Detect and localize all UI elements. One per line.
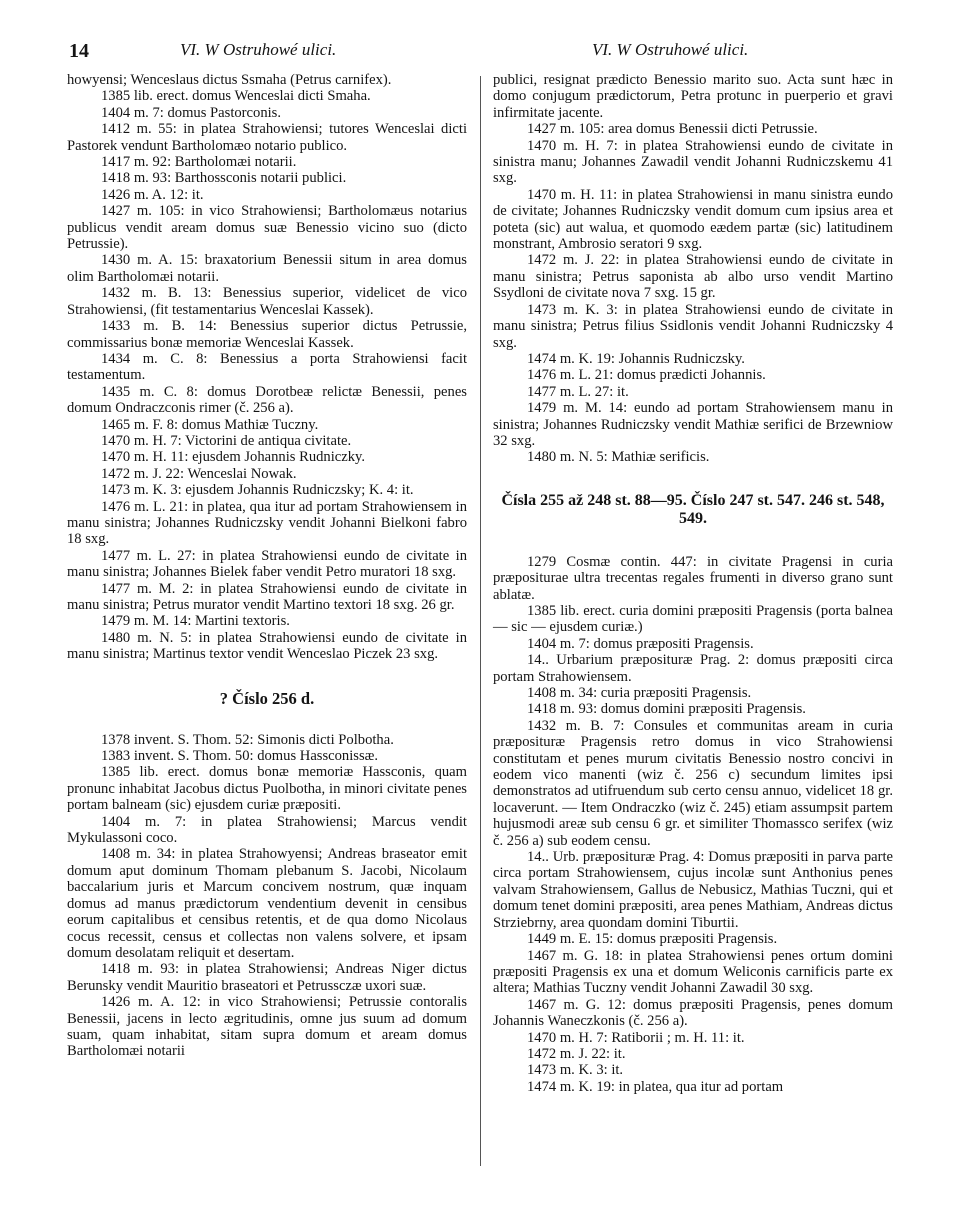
document-entry: 1480 m. N. 5: in platea Strahowiensi eundo de civitate in manu sinistra; Martinus textor vendit Wenceslao Piczek 23 sxg. <box>67 629 467 663</box>
document-entry: 1480 m. N. 5: Mathiæ serificis. <box>527 449 710 466</box>
document-entry: 1476 m. L. 21: domus prædicti Johannis. <box>527 367 766 384</box>
left-entries <box>67 72 467 663</box>
document-entry: 1426 m. A. 12: it. <box>101 186 204 203</box>
document-entry: 1473 m. K. 3: in platea Strahowiensi eundo de civitate in manu sinistra; Petrus filius Ssidlonis vendit Johanni Rudniczsky 4 sxg. <box>493 301 893 351</box>
document-entry: 1472 m. J. 22: it. <box>527 1045 626 1062</box>
document-entry: 1427 m. 105: area domus Benessii dicti Petrussie. <box>527 121 818 138</box>
document-entry: 1430 m. A. 15: braxatorium Benessii situm in area domus olim Bartholomæi notarii. <box>67 252 467 285</box>
document-entry: 1434 m. C. 8: Benessius a porta Strahowiensi facit testamentum. <box>67 350 467 384</box>
document-entry: 1404 m. 7: domus Pastorconis. <box>101 104 281 121</box>
document-entry: 1383 invent. S. Thom. 50: domus Hassconissæ. <box>101 748 379 765</box>
document-entry: 1467 m. G. 18: in platea Strahowiensi penes ortum domini præpositi Pragensis ex una et domum Weliconis carnificis parte ex altera; Mathias Tuczny vendit Johanni Zawadil 30 sxg. <box>493 947 893 997</box>
document-entry: 1477 m. L. 27: it. <box>527 383 629 400</box>
running-head-left: VI. W Ostruhowé ulici. <box>180 40 337 59</box>
right-column <box>493 72 893 1095</box>
document-entry: 1412 m. 55: in platea Strahowiensi; tutores Wenceslai dicti Pastorek vendunt Bartholomæo notario publico. <box>67 121 467 154</box>
section-255-entries <box>493 554 893 1095</box>
section-heading-256d: ? Číslo 256 d. <box>219 688 315 708</box>
document-entry: 1477 m. M. 2: in platea Strahowiensi eundo de civitate in manu sinistra; Petrus murator vendit Martino textori 18 sxg. 26 gr. <box>67 580 467 613</box>
document-entry: publici, resignat prædicto Benessio marito suo. Acta sunt hæc in domo conjugum prædictorum, Petra protunc in puerperio et gravi infirmitate jacente. <box>493 72 893 121</box>
document-entry: 14.. Urb. præposituræ Prag. 4: Domus præpositi in parva parte circa portam Strahowiensem, cujus incolæ sunt Anthonius penes valvam Strahowiensem, Gallus de Nebusicz, Mathias Tuczni, qui et domum tenet domini præpositi, area penes Mathiam, Andreas dictus Strziebrny, area quondam domini Tiburtii. <box>493 849 893 931</box>
right-entries <box>493 72 893 466</box>
document-entry: 1472 m. J. 22: in platea Strahowiensi eundo de civitate in manu sinistra; Petrus saponista ab albo urso vendit Martino Ssydloni de civitate nova 7 sxg. 15 gr. <box>493 252 893 302</box>
document-entry: 1472 m. J. 22: Wenceslai Nowak. <box>101 465 297 482</box>
document-entry: 1418 m. 93: domus domini præpositi Pragensis. <box>527 701 806 718</box>
document-entry: 1473 m. K. 3: ejusdem Johannis Rudniczsky; K. 4: it. <box>101 482 414 499</box>
document-entry: 1433 m. B. 14: Benessius superior dictus Petrussie, commissarius bonæ memoriæ Wenceslai Kassek. <box>67 318 467 351</box>
left-column <box>67 72 467 1060</box>
document-entry: 1432 m. B. 13: Benessius superior, videlicet de vico Strahowiensi, (fit testamentarius Wenceslai Kassek). <box>67 285 467 318</box>
document-entry: 1404 m. 7: domus præpositi Pragensis. <box>527 635 754 652</box>
document-entry: 1449 m. E. 15: domus præpositi Pragensis. <box>527 931 778 948</box>
document-entry: 1385 lib. erect. domus Wenceslai dicti Smaha. <box>101 88 371 105</box>
document-entry: 1479 m. M. 14: Martini textoris. <box>101 613 290 630</box>
document-entry: 1426 m. A. 12: in vico Strahowiensi; Petrussie contoralis Benessii, jacens in lecto ægritudinis, omne jus suum ad domum suam, quam inhabitat, sitam supra domum et aream domus Bartholomæi notarii <box>67 994 467 1060</box>
document-entry: 1427 m. 105: in vico Strahowiensi; Bartholomæus notarius publicus vendit aream domus suæ Benessio vicino suo (dicto Petrussie). <box>67 203 467 253</box>
document-entry: 1408 m. 34: in platea Strahowyensi; Andreas braseator emit domum aput dominum Thomam plebanum S. Jacobi, Nicolaum baccalarium juris et Marcum concivem nostrum, quæ inquam domus ad manus prædictorum vendentium devenit in censibus eorum capitalibus et censibus retentis, et de qua domo Nicolaus cocus recessit, census et collectas non valens solvere, et ipsam domum desolatam reliquit et desertam. <box>67 846 467 961</box>
column-divider <box>480 76 481 1166</box>
document-entry: 1378 invent. S. Thom. 52: Simonis dicti Polbotha. <box>101 731 394 748</box>
running-header <box>0 38 960 64</box>
document-entry: 1470 m. H. 7: Victorini de antiqua civitate. <box>101 432 352 449</box>
section-heading-255: Čísla 255 až 248 st. 88—95. Číslo 247 st. 547. 246 st. 548, 549. <box>501 491 885 527</box>
document-entry: 1435 m. C. 8: domus Dorotbeæ relictæ Benessii, penes domum Ondraczconis rimer (č. 256 a). <box>67 383 467 417</box>
running-head-right: VI. W Ostruhowé ulici. <box>592 40 749 59</box>
document-entry: 1476 m. L. 21: in platea, qua itur ad portam Strahowiensem in manu sinistra; Johannes Rudniczsky vendit Johanni Bielkoni fabro 18 sxg. <box>67 498 467 548</box>
document-entry: 1477 m. L. 27: in platea Strahowiensi eundo de civitate in manu sinistra; Johannes Bielek faber vendit Petro muratori 18 sxg. <box>67 547 467 581</box>
document-entry: 1418 m. 93: Barthossconis notarii publici. <box>101 170 347 187</box>
document-entry: 1470 m. H. 7: in platea Strahowiensi eundo de civitate in sinistra manu; Johannes Zawadil vendit Johanni Rudniczskemu 41 sxg. <box>493 137 893 187</box>
document-entry: 1474 m. K. 19: in platea, qua itur ad portam <box>527 1078 784 1095</box>
document-entry: 1470 m. H. 7: Ratiborii ; m. H. 11: it. <box>527 1029 745 1046</box>
section-256d-entries <box>67 732 467 1060</box>
document-entry: 1467 m. G. 12: domus præpositi Pragensis, penes domum Johannis Waneczkonis (č. 256 a). <box>493 996 893 1030</box>
document-entry: 1479 m. M. 14: eundo ad portam Strahowiensem manu in sinistra; Johannes Rudniczsky vendit Mathiæ serifici de Brzewniow 32 sxg. <box>493 400 893 449</box>
document-entry: 1404 m. 7: in platea Strahowiensi; Marcus vendit Mykulassoni coco. <box>67 813 467 847</box>
document-entry: 14.. Urbarium præposituræ Prag. 2: domus præpositi circa portam Strahowiensem. <box>493 652 893 685</box>
document-entry: 1473 m. K. 3: it. <box>527 1062 624 1079</box>
document-entry: 1385 lib. erect. domus bonæ memoriæ Hassconis, quam pronunc inhabitat Jacobus dictus Puolbotha, in minori civitate penes portam balneam (sic) ejusdem curiæ præpositi. <box>67 764 467 814</box>
document-entry: 1465 m. F. 8: domus Mathiæ Tuczny. <box>101 416 319 433</box>
page-number: 14 <box>69 40 89 62</box>
document-entry: 1408 m. 34: curia præpositi Pragensis. <box>527 685 752 701</box>
document-entry: howyensi; Wenceslaus dictus Ssmaha (Petrus carnifex). <box>67 72 392 88</box>
document-entry: 1470 m. H. 11: in platea Strahowiensi in manu sinistra eundo de civitate; Johannes Rudniczsky vendit domum cum ipsius area et poteta (sic) aut walua, et quomodo eædem partæ (sic) latitudinem monstrant, Ambrosio seratori 9 sxg. <box>493 186 893 253</box>
document-entry: 1385 lib. erect. curia domini præpositi Pragensis (porta balnea — sic — ejusdem curiæ.) <box>493 602 893 636</box>
document-entry: 1279 Cosmæ contin. 447: in civitate Pragensi in curia præpositurae ultra trecentas regales frumenti in diverso grano sunt ablatæ. <box>493 553 893 603</box>
document-entry: 1432 m. B. 7: Consules et communitas aream in curia præposituræ Pragensis retro domus in vico Strahowiensi constitutam et penes murum civitatis Benessio nostro concivi in eodem vico manenti (wiz č. 256 c) secundum limites ipsi demonstratos ad utifruendum sub certo censu annuo, videlicet 18 gr. locaverunt. — Item Ondraczko (wiz č. 245) etiam assumpsit partem hujusmodi areæ sub censu 6 gr. et similiter Thomassco serifex (wiz č. 256 a) sub eodem censu. <box>493 717 893 849</box>
document-entry: 1474 m. K. 19: Johannis Rudniczsky. <box>527 350 745 367</box>
document-entry: 1418 m. 93: in platea Strahowiensi; Andreas Niger dictus Berunsky vendit Mauritio braseatori et Petrussczæ uxori suæ. <box>67 961 467 994</box>
document-entry: 1417 m. 92: Bartholomæi notarii. <box>101 154 297 171</box>
document-entry: 1470 m. H. 11: ejusdem Johannis Rudniczky. <box>101 449 366 466</box>
